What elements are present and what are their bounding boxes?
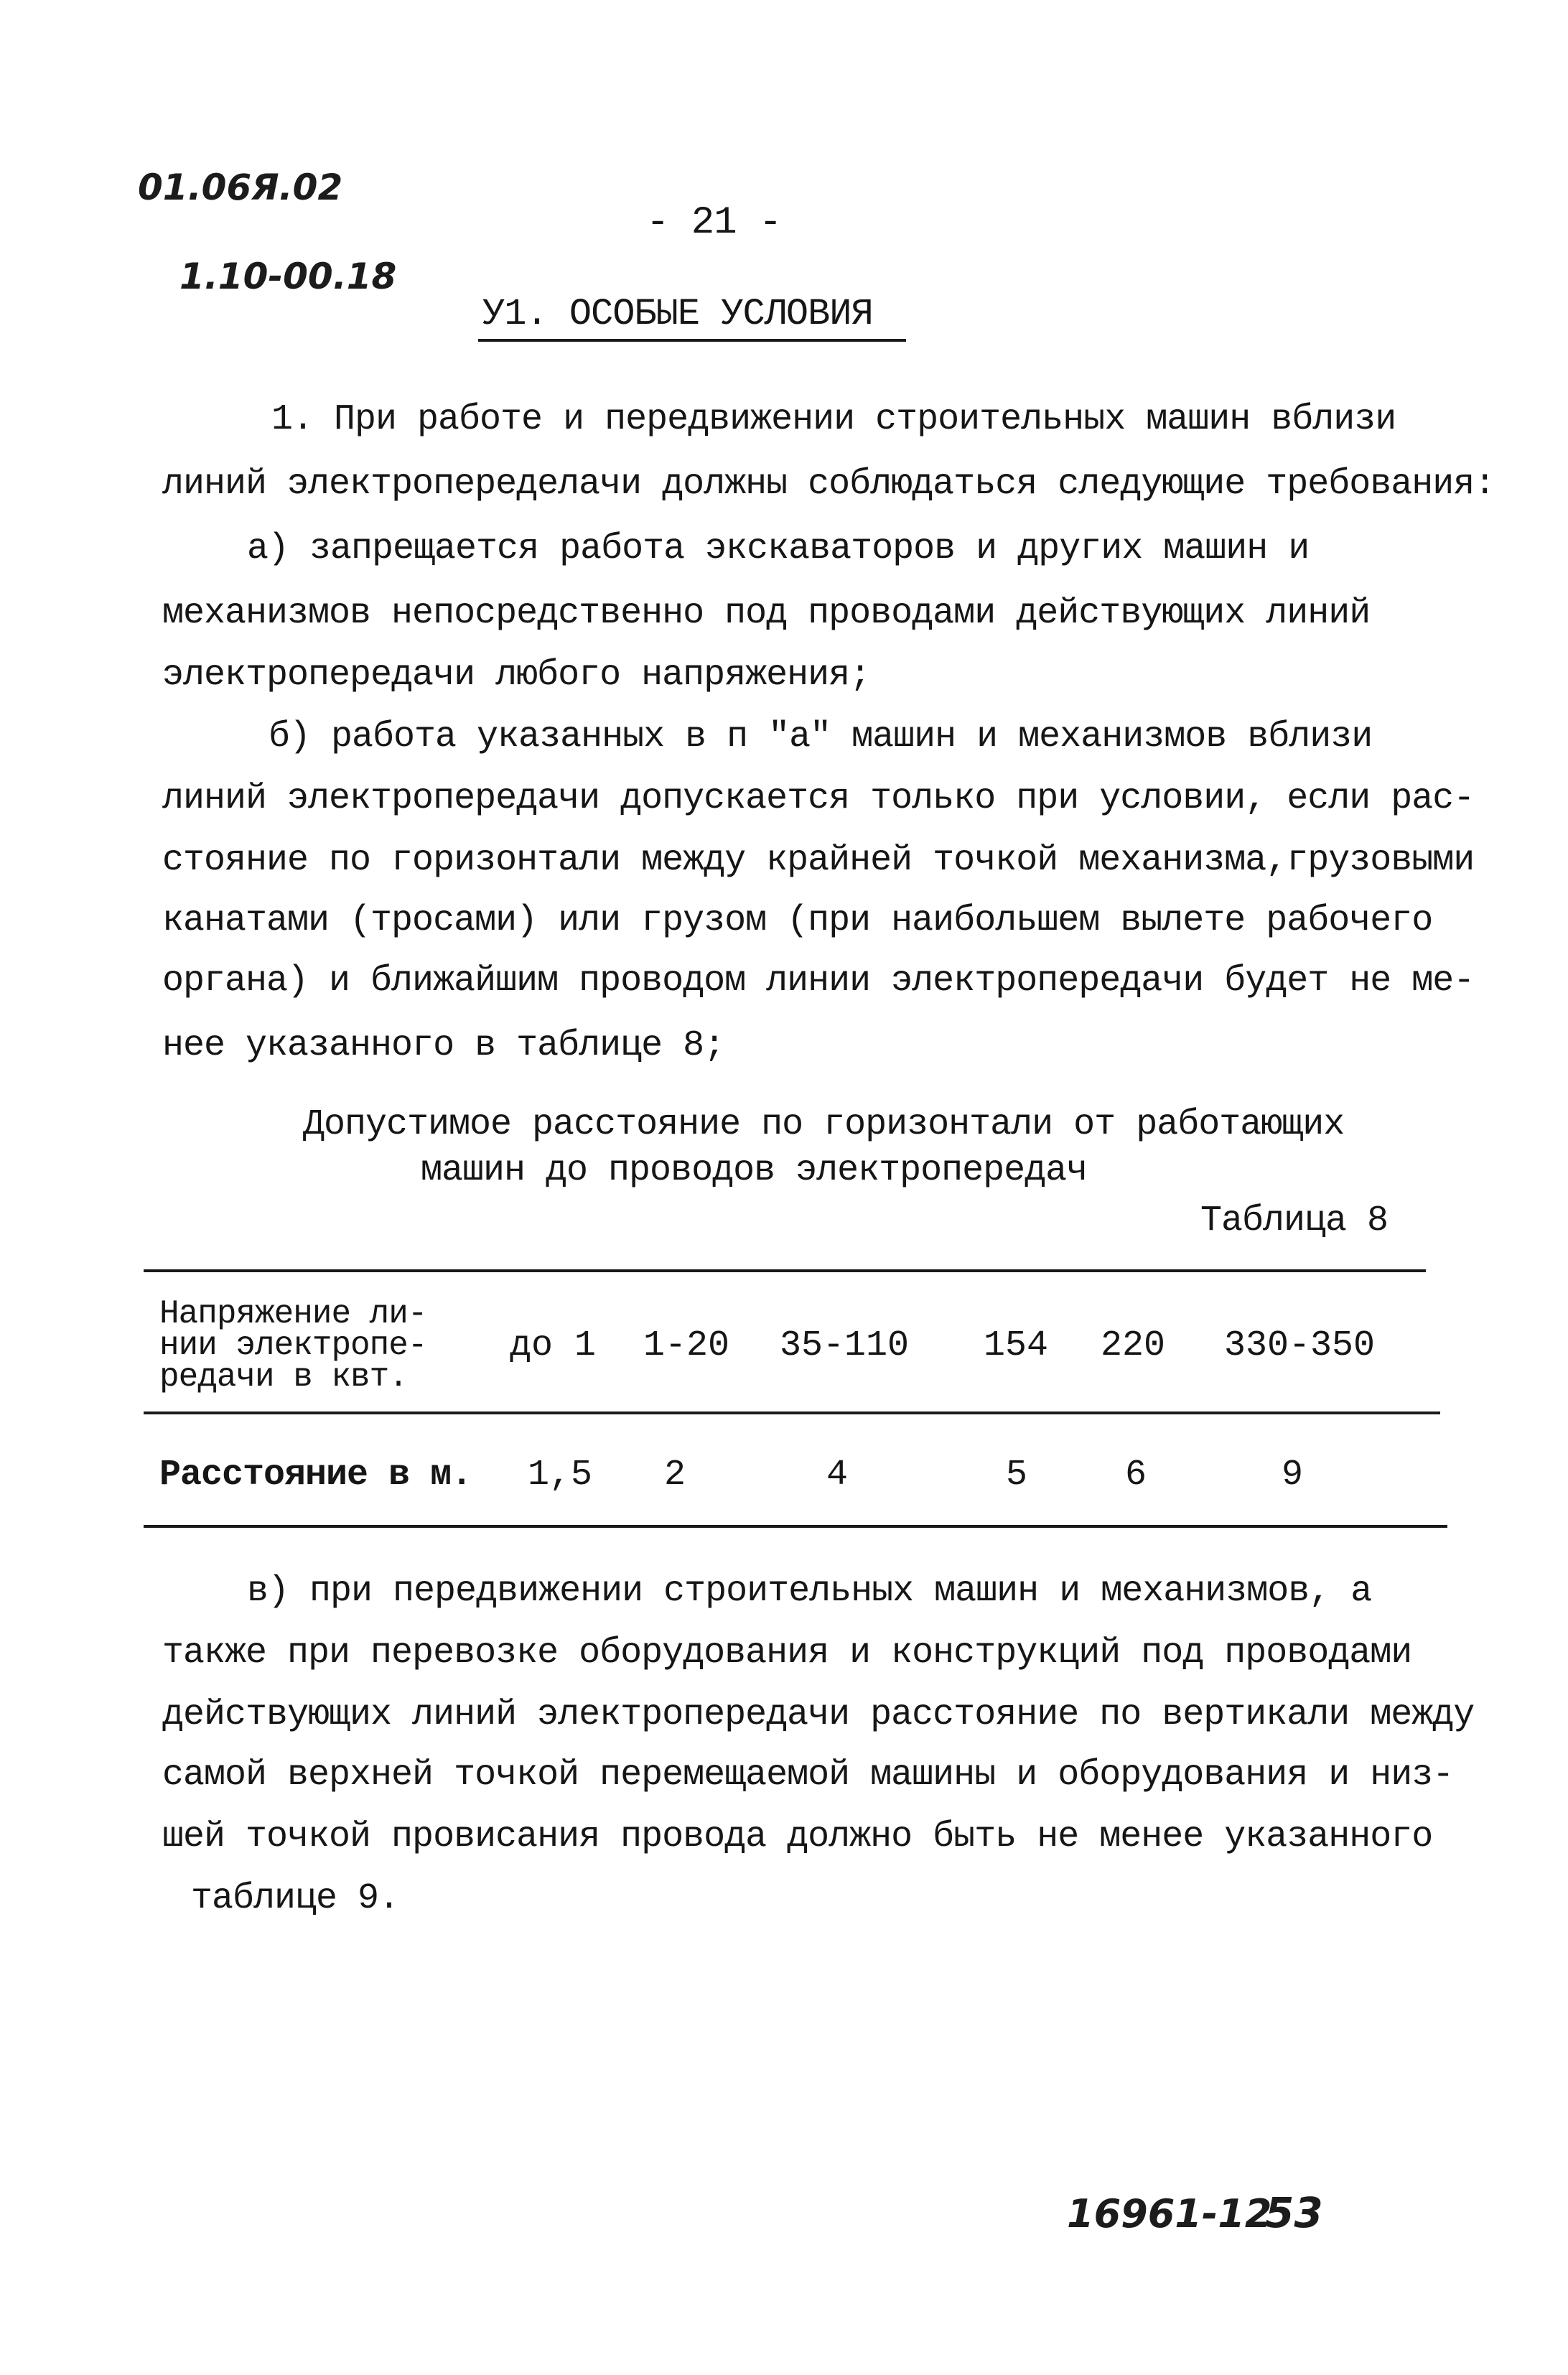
item-c-line-3: действующих линий электропередачи расстояние по вертикали между bbox=[162, 1694, 1475, 1735]
voltage-cell: до 1 bbox=[509, 1325, 597, 1366]
item-c-line-6: таблице 9. bbox=[191, 1878, 400, 1919]
voltage-cell: 330-350 bbox=[1223, 1325, 1376, 1366]
table-header-label-line-2: нии электропе- bbox=[159, 1327, 427, 1364]
page-number: - 21 - bbox=[646, 201, 782, 245]
item-b-line-6: нее указанного в таблице 8; bbox=[162, 1025, 725, 1066]
voltage-cell: 154 bbox=[983, 1325, 1048, 1366]
handwritten-code-second: 1.10-00.18 bbox=[179, 256, 397, 297]
handwritten-code-top: 01.06Я.02 bbox=[138, 167, 343, 208]
table-header-label bbox=[159, 1295, 427, 1396]
item-b-line-5: органа) и ближайшим проводом линии электропередачи будет не ме- bbox=[162, 961, 1475, 1002]
voltage-cell: 35-110 bbox=[779, 1325, 910, 1366]
item-b-line-3: стояние по горизонтали между крайней точкой механизма,грузовыми bbox=[162, 840, 1475, 881]
distance-cell: 2 bbox=[663, 1455, 686, 1496]
paragraph-1-line-2: линий электропеределачи должны соблюдаться следующие требования: bbox=[162, 464, 1495, 505]
footer-doc-number: 16961-12 bbox=[1067, 2191, 1272, 2236]
paragraph-1-line-1: 1. При работе и передвижении строительных машин вблизи bbox=[271, 399, 1396, 440]
item-c-line-4: самой верхней точкой перемещаемой машины и оборудования и низ- bbox=[162, 1755, 1454, 1796]
item-b-line-4: канатами (тросами) или грузом (при наибольшем вылете рабочего bbox=[162, 900, 1433, 941]
item-c-line-5: шей точкой провисания провода должно быть не менее указанного bbox=[162, 1816, 1433, 1857]
distance-cell: 1,5 bbox=[527, 1455, 592, 1496]
item-a-line-2: механизмов непосредственно под проводами действующих линий bbox=[162, 593, 1371, 634]
table-bottom-rule bbox=[144, 1525, 1447, 1528]
item-a-line-1: а) запрещается работа экскаваторов и других машин и bbox=[247, 528, 1310, 569]
section-title-underline bbox=[478, 339, 906, 342]
table-caption-line-2: машин до проводов электропередач bbox=[421, 1150, 1088, 1191]
table-header-label-line-3: редачи в квт. bbox=[159, 1358, 408, 1396]
distance-cell: 6 bbox=[1124, 1455, 1147, 1496]
distance-label: Расстояние в м. bbox=[159, 1455, 472, 1496]
item-c-line-2: также при перевозке оборудования и конструкций под проводами bbox=[162, 1633, 1412, 1674]
table-caption-line-1: Допустимое расстояние по горизонтали от работающих bbox=[303, 1104, 1345, 1145]
section-title bbox=[478, 293, 906, 342]
table-middle-rule bbox=[144, 1412, 1440, 1414]
footer-sheet-number: 53 bbox=[1265, 2188, 1323, 2237]
voltage-cell: 1-20 bbox=[643, 1325, 730, 1366]
section-title-text: У1. ОСОБЫЕ УСЛОВИЯ bbox=[482, 293, 873, 335]
item-a-line-3: электропередачи любого напряжения; bbox=[162, 655, 871, 696]
item-b-line-1: б) работа указанных в п "а" машин и механизмов вблизи bbox=[269, 717, 1373, 757]
distance-cell: 5 bbox=[1005, 1455, 1027, 1496]
table-top-rule bbox=[144, 1269, 1426, 1272]
distance-cell: 4 bbox=[826, 1455, 848, 1496]
item-c-line-1: в) при передвижении строительных машин и механизмов, а bbox=[247, 1571, 1372, 1612]
voltage-cell: 220 bbox=[1100, 1325, 1165, 1366]
table-label: Таблица 8 bbox=[1200, 1200, 1389, 1241]
table-header-label-line-1: Напряжение ли- bbox=[159, 1295, 427, 1333]
distance-cell: 9 bbox=[1281, 1455, 1303, 1496]
item-b-line-2: линий электропередачи допускается только при условии, если рас- bbox=[162, 778, 1475, 819]
